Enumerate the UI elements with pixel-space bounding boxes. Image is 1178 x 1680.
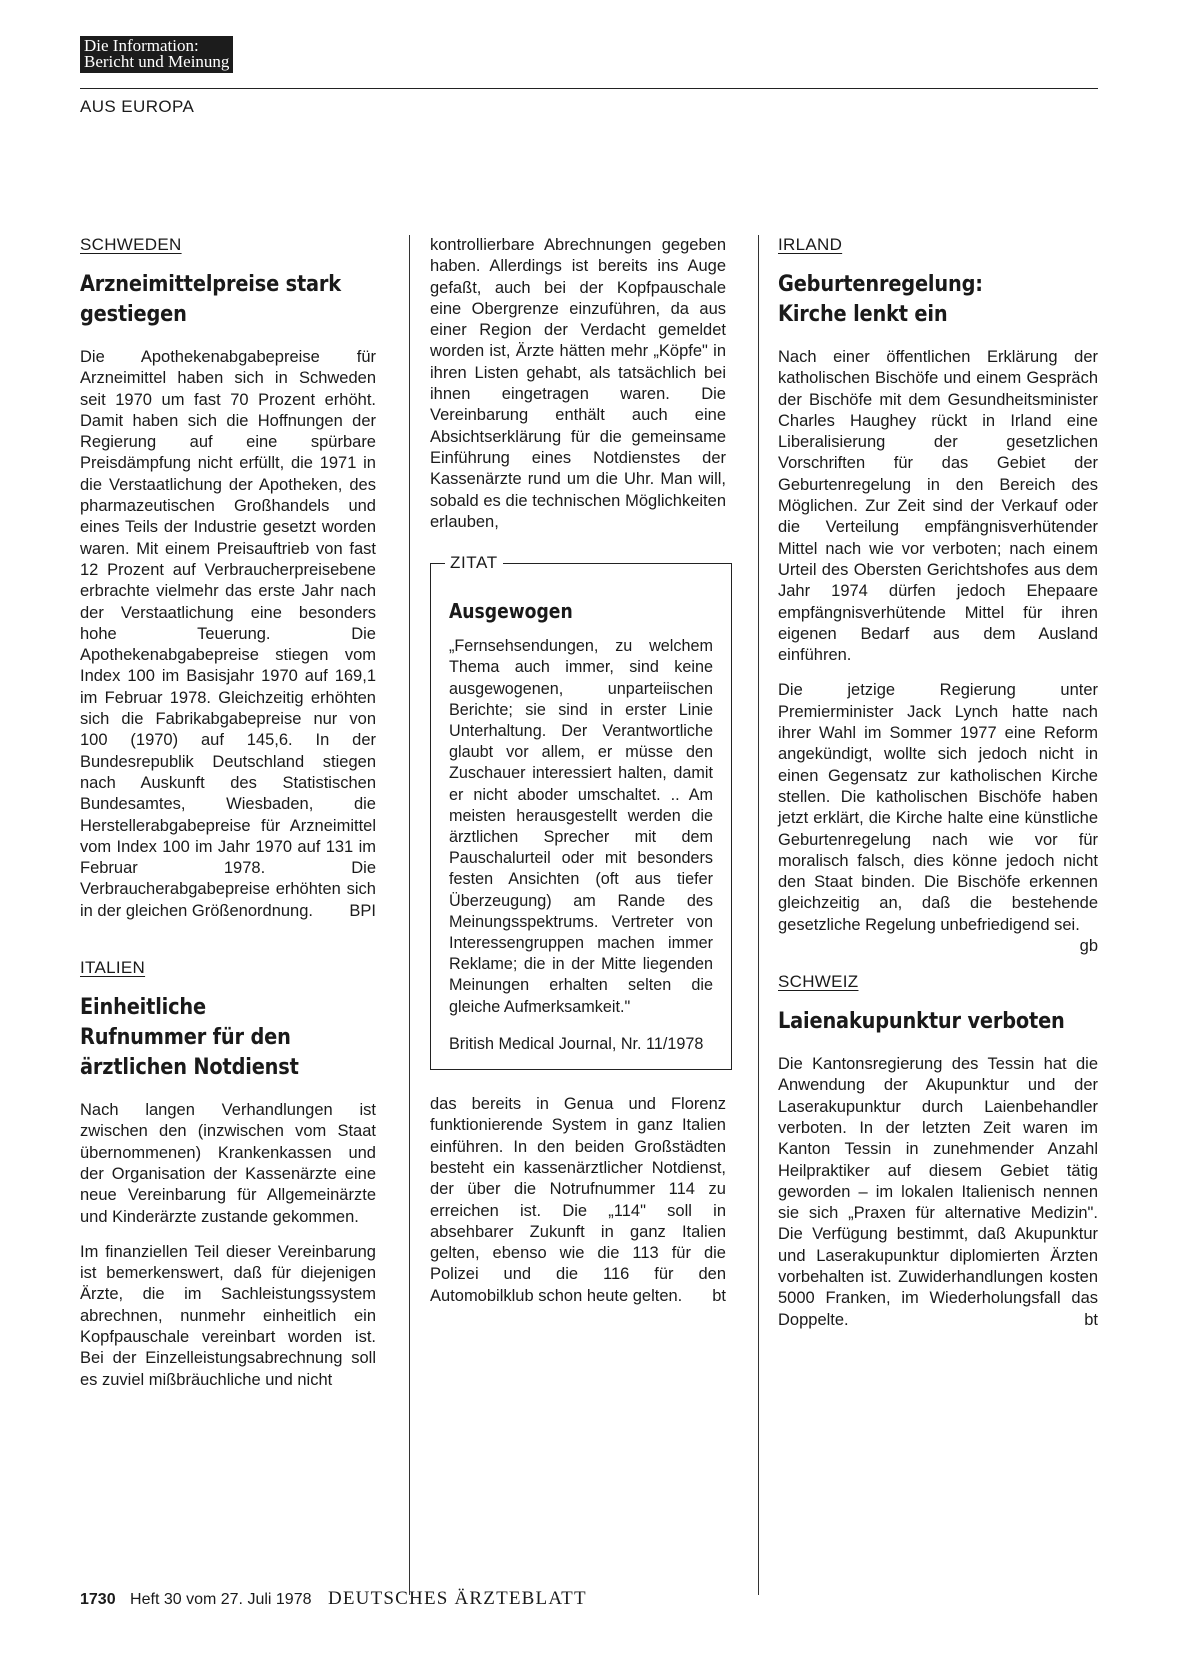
article-body: Die Kantonsregierung des Tessin hat die Anwendung der Akupunktur und der Laserakupunktur durch Laienbehandler verboten. In der letzten Zeit waren im Kanton Tessin in zunehmender Anzahl Heilpraktiker auf diesem Gebiet tätig geworden – im lokalen Italienisch nennen sie sich „Praxen für alternative Medizin". Die Verfügung bestimmt, daß Akupunktur und Laserakupunktur diplomierten Ärzten vorbehalten ist. Zuwiderhandlungen kosten 5000 Franken, im Wiederholungsfall das Doppelte. bt (778, 1054, 1098, 1331)
quote-label: ZITAT (445, 553, 503, 573)
section-label-line1: Die Information: (84, 36, 199, 55)
column-divider-2 (758, 235, 759, 1595)
page-number: 1730 (80, 1591, 116, 1608)
column-1 (80, 235, 376, 1405)
article-schweden (80, 235, 376, 922)
article-headline: Geburtenregelung: Kirche lenkt ein (778, 271, 983, 327)
country-label: IRLAND (778, 235, 843, 254)
article-body: Die Apothekenabgabepreise für Arzneimittel haben sich in Schweden seit 1970 um fast 70 Prozent erhöht. Damit haben sich die Hoffnungen der Regierung auf eine spürbare Preisdämpfung nicht erfüllt, die 1971 in die Verstaatlichung der Apotheken, des pharmazeutischen Großhandels und eines Teils der Industrie gesetzt worden waren. Mit einem Preisauftrieb von fast 12 Prozent auf Verbraucherpreisebene erbrachte vielmehr das erste Jahr nach der Verstaatlichung eine besonders hohe Teuerung. Die Apothekenabgabepreise stiegen vom Index 100 im Basisjahr 1970 auf 169,1 im Februar 1978. Gleichzeitig erhöhten sich die Fabrikabgabepreise nur von 100 (1970) auf 145,6. In der Bundesrepublik Deutschland stiegen nach Auskunft des Statistischen Bundesamtes, Wiesbaden, die Herstellerabgabepreise für Arzneimittel vom Index 100 im Jahr 1970 auf 131 im Februar 1978. Die Verbraucherabgabepreise erhöhten sich in der gleichen Größenordnung. BPI (80, 347, 376, 922)
page-footer (80, 1588, 587, 1610)
article-irland (778, 235, 1098, 956)
quote-box (430, 553, 732, 1070)
author-signature: bt (712, 1286, 726, 1305)
country-label: SCHWEDEN (80, 235, 182, 254)
article-italien (80, 958, 376, 1391)
article-body: Im finanziellen Teil dieser Vereinbarung ist bemerkenswert, daß für diejenigen Ärzte, die im Sachleistungssystem abrechnen, nunmehr einheitlich ein Kopfpauschale vereinbart worden ist. Bei der Einzelleistungsabrechnung soll es zuviel mißbräuchliche und nicht (80, 1242, 376, 1389)
quote-headline: Ausgewogen (449, 599, 573, 624)
country-label: SCHWEIZ (778, 972, 859, 992)
column-3 (778, 235, 1098, 1345)
rubric: AUS EUROPA (80, 97, 195, 116)
author-signature: gb (1079, 937, 1098, 956)
issue-info: Heft 30 vom 27. Juli 1978 (130, 1591, 312, 1608)
article-body: kontrollierbare Abrechnungen gegeben haben. Allerdings ist bereits ins Auge gefaßt, auch bei der Kopfpauschale eine Obergrenze einzuführen, da aus einer Region der Verdacht gemeldet worden ist, Ärzte hätten mehr „Köpfe" in ihren Listen gehabt, als tatsächlich bei ihnen eingetragen waren. Die Vereinbarung enthält auch eine Absichtserklärung für die gemeinsame Einführung eines Notdienstes der Kassenärzte rund um die Uhr. Man will, sobald es die technischen Möglichkeiten erlauben, (430, 236, 726, 531)
column-2 (430, 235, 726, 1321)
top-rule (80, 88, 1098, 89)
section-label (80, 36, 233, 73)
article-headline: Einheitliche Rufnummer für den ärztlichen Notdienst (80, 994, 299, 1081)
quote-text: „Fernsehsendungen, zu welchem Thema auch immer, sind keine ausgewogenen, unparteiischen Berichte; sie sind in erster Linie Unterhaltung. Der Verantwortliche glaubt vor allem, er müsse den Zuschauer interessiert halten, damit er nicht aboder umschaltet. .. Am meisten herausgestellt werden die ärztlichen Sprecher mit dem Pauschalurteil oder mit besonders festen Ansichten (oft aus tiefer Überzeugung) am Rande des Meinungsspektrums. Vertreter von Interessengruppen machen immer Reklame; die in der Mitte liegenden Meinungen erhalten selten die gleiche Aufmerksamkeit." (449, 637, 713, 1016)
section-label-line2: Bericht und Meinung (84, 52, 230, 71)
author-signature: bt (1084, 1310, 1098, 1329)
article-body: Nach langen Verhandlungen ist zwischen den (inzwischen vom Staat übernommenen) Krankenkassen und der Organisation der Kassenärzte eine neue Vereinbarung für Allgemeinärzte und Kinderärzte zustande gekommen. (80, 1101, 376, 1226)
article-headline: Arzneimittelpreise stark gestiegen (80, 271, 342, 327)
quote-source: British Medical Journal, Nr. 11/1978 (449, 1034, 704, 1053)
journal-name: DEUTSCHES ÄRZTEBLATT (327, 1588, 587, 1609)
article-body: Die jetzige Regierung unter Premierminister Jack Lynch hatte nach ihrer Wahl im Sommer 1977 eine Reform angekündigt, wollte sich jedoch nicht in einen Gegensatz zur katholischen Kirche stellen. Die katholischen Bischöfe haben jetzt erklärt, die Kirche halte eine künstliche Geburtenregelung nach wie vor für moralisch falsch, dies könne jedoch nicht den Staat binden. Die Bischöfe erkennen gleichzeitig an, daß die bestehende gesetzliche Regelung unbefriedigend sei. gb (778, 680, 1098, 936)
article-headline: Laienakupunktur verboten (778, 1008, 1065, 1035)
country-label: ITALIEN (80, 958, 146, 978)
article-schweiz (778, 972, 1098, 1331)
column-divider-1 (409, 235, 410, 1595)
article-body: das bereits in Genua und Florenz funktionierende System in ganz Italien einführen. In den beiden Großstädten besteht ein kassenärztlicher Notdienst, der über die Notrufnummer 114 zu erreichen ist. Die „114" soll in absehbarer Zukunft in ganz Italien gelten, ebenso wie die 113 für die Polizei und die 116 für den Automobilklub schon heute gelten. bt (430, 1094, 726, 1307)
article-body: Nach einer öffentlichen Erklärung der katholischen Bischöfe und einem Gespräch der Bischöfe mit dem Gesundheitsminister Charles Haughey rückt in Irland eine Liberalisierung der gesetzlichen Vorschriften für das Gebiet der Geburtenregelung in den Bereich des Möglichen. Zur Zeit sind der Verkauf oder die Verteilung empfängnisverhütender Mittel nach wie vor verboten; nach einem Urteil des Obersten Gerichtshofes aus dem Jahr 1974 dürfen jedoch Ehepaare empfängnisverhütende Mittel für ihren eigenen Bedarf aus dem Ausland einführen. (778, 348, 1098, 665)
author-signature: BPI (349, 901, 376, 920)
